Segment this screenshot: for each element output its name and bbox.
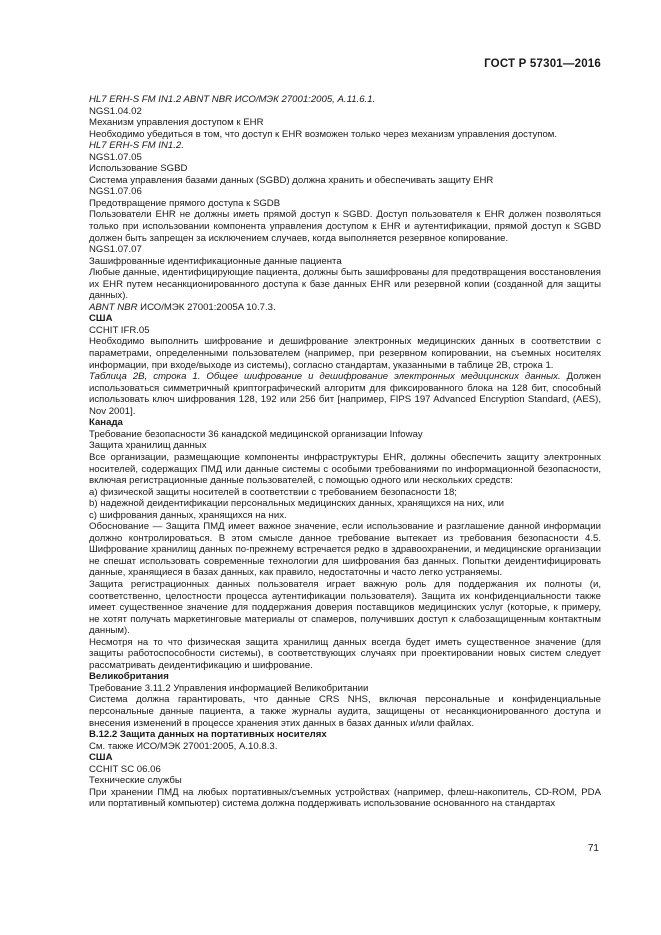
body-paragraph: Защита регистрационных данных пользователя играет важную роль для поддержания их полноты (и, соответственно, целостности процесса аутентификации пользователя). Защита их конфиденциальности также имеет существенное значение для поддержания доверия поставщиков медицинских услуг (которые, к примеру, не хотят получать маркетинговые материалы от спамеров, получивших доступ к слабозащищенным контактным данным). — [89, 578, 601, 637]
body-paragraph: Требование 3.11.2 Управления информацией Великобритании — [89, 682, 369, 694]
italic-run: Таблица 2B, строка 1. Общее шифрование и дешифрование электронных медицинских данных. — [89, 371, 561, 383]
page-number: 71 — [587, 843, 599, 854]
body-paragraph: Технические службы — [89, 775, 182, 787]
body-paragraph: a) физической защиты носителей в соответствии с требованием безопасности 18; — [89, 486, 457, 498]
body-paragraph: Несмотря на то что физическая защита хранилищ данных всегда будет иметь существенное значение (для защиты работоспособности системы), в соответствующих случаях при проектировании новых систем следует рассматривать деидентификацию и шифрование. — [89, 636, 601, 671]
section-heading: Великобритания — [89, 671, 169, 683]
body-paragraph — [89, 371, 601, 417]
body-paragraph: CCHIT IFR.05 — [89, 324, 150, 336]
body-paragraph: При хранении ПМД на любых портативных/съемных устройствах (например, флеш-накопитель, CD-ROM, PDA или портативный компьютер) система должна поддерживать использование основанного на стандартах — [89, 786, 601, 810]
body-paragraph: См. также ИСО/МЭК 27001:2005, A.10.8.3. — [89, 740, 278, 752]
body-paragraph: Пользователи EHR не должны иметь прямой доступ к SGBD. Доступ пользователя к EHR должен позволяться только при использовании компонента управления доступом к EHR и аутентификации, прямой доступ к SGBD должен быть запрещен за исключением случаев, когда выполняется резервное копирование. — [89, 209, 601, 244]
body-paragraph: Защита хранилищ данных — [89, 440, 207, 452]
text-run: Должен использоваться симметричный криптографический алгоритм для фиксированного блока на 128 бит, способный использовать ключ шифрования 128, 192 или 256 бит [например, FIPS 197 Advanced Encryption Standard, (AES), Nov 2001]. — [89, 371, 601, 417]
body-paragraph: NGS1.07.06 — [89, 186, 142, 198]
body-paragraph: NGS1.07.07 — [89, 244, 142, 256]
body-paragraph: Зашифрованные идентификационные данные пациента — [89, 255, 342, 267]
body-paragraph: Предотвращение прямого доступа к SGDB — [89, 197, 281, 209]
body-paragraph: Система должна гарантировать, что данные CRS NHS, включая персональные и конфиденциальные персональные данные пациента, а также журналы аудита, защищены от несанкционированного доступа и внесения изменений в процессе хранения этих данных в базах данных и/или файлах. — [89, 694, 601, 729]
body-paragraph: Любые данные, идентифицирующие пациента, должны быть зашифрованы для предотвращения восстановления их EHR путем несанкционированного доступа к базе данных EHR или резервной копии (созданной для защиты данных). — [89, 267, 601, 302]
document-header: ГОСТ Р 57301—2016 — [484, 58, 601, 70]
body-paragraph: Необходимо убедиться в том, что доступ к EHR возможен только через механизм управления доступом. — [89, 128, 558, 140]
text-run: ИСО/МЭК 27001:2005A 10.7.3. — [137, 301, 276, 313]
body-paragraph: CCHIT SC 06.06 — [89, 763, 161, 775]
body-paragraph: NGS1.07.05 — [89, 151, 142, 163]
body-paragraph: Система управления базами данных (SGBD) должна хранить и обеспечивать защиту EHR — [89, 174, 494, 186]
body-paragraph: Механизм управления доступом к EHR — [89, 117, 264, 129]
section-heading: США — [89, 752, 113, 764]
body-paragraph: Обоснование — Защита ПМД имеет важное значение, если использование и разглашение данной информации должно контролироваться. В этом смысле данное требование вытекает из требования безопасности 4.5. Шифрование хранилищ данных по-прежнему встречается редко в здравоохранении, и медицинские организации не спешат использовать современные технологии для шифрования баз данных. Попытки деидентифицировать данные, хранящиеся в базах данных, как правило, недостаточны и часто легко устраняемы. — [89, 521, 601, 579]
body-paragraph: c) шифрования данных, хранящихся на них. — [89, 509, 287, 521]
body-paragraph: Необходимо выполнить шифрование и дешифрование электронных медицинских данных в соответствии с параметрами, определенными пользователем (например, при резервном копировании, на съемных носителях информации, при входе/выходе из системы), согласно стандартам, указанными в таблице 2B, строка 1. — [89, 336, 601, 371]
body-paragraph: Использование SGBD — [89, 163, 188, 175]
section-heading: B.12.2 Защита данных на портативных носителях — [89, 729, 327, 741]
section-heading: США — [89, 313, 113, 325]
body-paragraph: b) надежной деидентификации персональных медицинских данных, хранящихся на них, или — [89, 498, 505, 510]
body-paragraph: Требование безопасности 36 канадской медицинской организации Infoway — [89, 428, 423, 440]
body-paragraph: Все организации, размещающие компоненты инфраструктуры EHR, должны обеспечить защиту электронных носителей, содержащих ПМД или данные системы с особыми требованиями по информационной безопасности, включая регистрационные данные пользователей, с помощью одного или нескольких средств: — [89, 451, 601, 487]
body-paragraph: HL7 ERH-S FM IN1.2. — [89, 140, 184, 152]
document-body — [89, 94, 601, 810]
section-heading: Канада — [89, 417, 123, 429]
body-paragraph — [89, 302, 601, 314]
body-paragraph: HL7 ERH-S FM IN1.2 ABNT NBR ИСО/МЭК 27001:2005, A.11.6.1. — [89, 94, 376, 105]
italic-run: ABNT NBR — [89, 301, 138, 313]
body-paragraph: NGS1.04.02 — [89, 105, 142, 117]
